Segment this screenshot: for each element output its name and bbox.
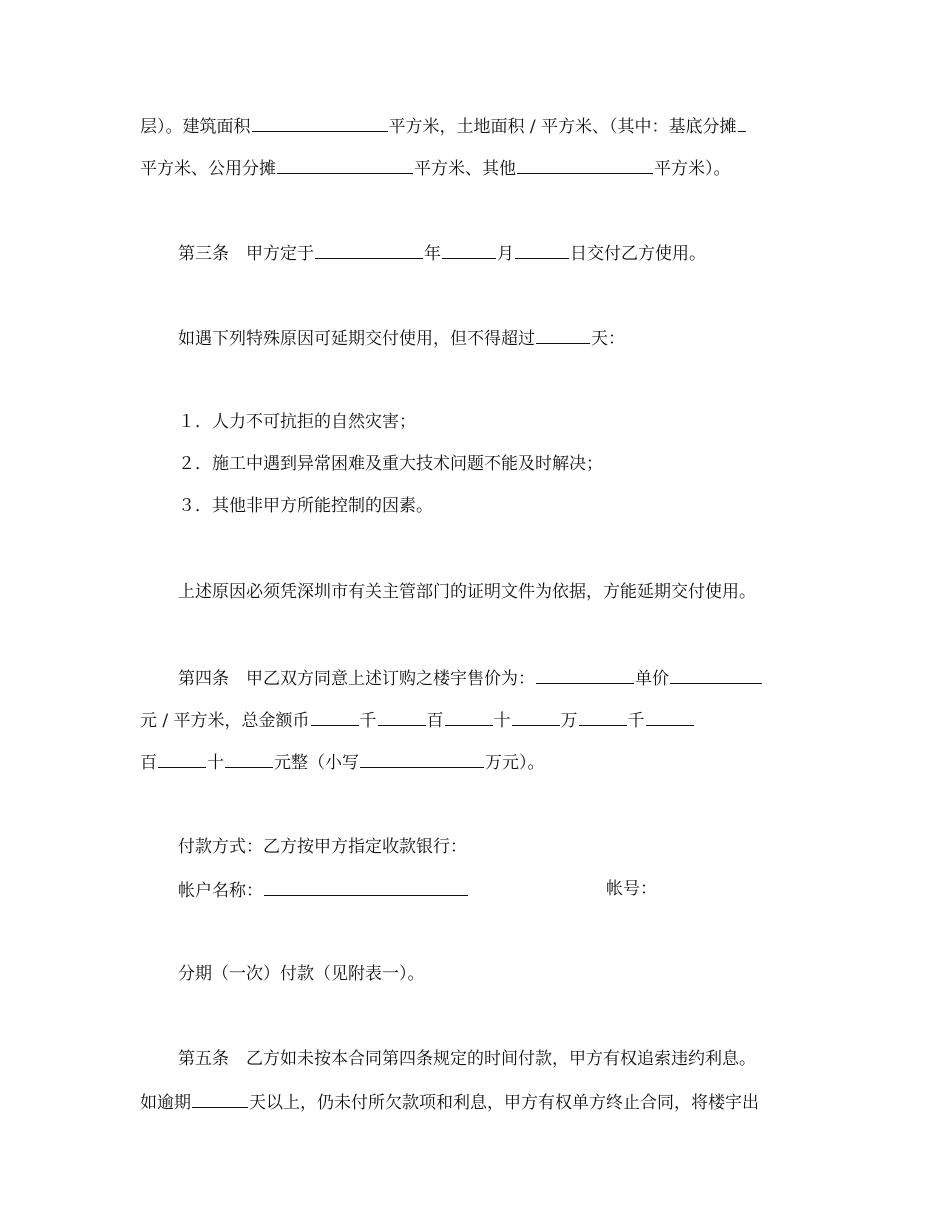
art4-unit-price: 单价: [635, 669, 669, 689]
proof-clause: 上述原因必须凭深圳市有关主管部门的证明文件为依据，方能延期交付使用。: [178, 582, 756, 602]
other-area-blank: [517, 155, 653, 174]
unit-ten: 十: [493, 711, 511, 731]
unit-wanyuan: 万元）。: [485, 753, 545, 773]
area2-text-a: 平方米、公用分摊: [140, 159, 276, 179]
unit-thousand: 千: [359, 711, 377, 731]
unit-ten-2: 十: [207, 753, 224, 773]
unit-hundred: 百: [426, 711, 444, 731]
sale-price-blank: [536, 665, 634, 684]
delay-text-a: 如遇下列特殊原因可延期交付使用，但不得超过: [178, 329, 535, 349]
article-3: [178, 240, 706, 264]
area2-text-b: 平方米、其他: [414, 159, 516, 179]
article-4-line-2: [140, 707, 695, 731]
list-item: ３．其他非甲方所能控制的因素。: [178, 496, 433, 516]
article-5-line-2: [140, 1089, 759, 1113]
account-name-blank: [264, 877, 468, 896]
area-text-b: 平方米，土地面积 / 平方米、（其中：基底分摊: [388, 117, 737, 137]
list-item: １．人力不可抗拒的自然灾害；: [178, 412, 416, 432]
art5-text-a: 如逾期: [140, 1093, 191, 1113]
art5-text-b: 天以上，仍未付所欠款项和利息，甲方有权单方终止合同，将楼宇出: [249, 1093, 759, 1113]
base-share-blank: [738, 113, 746, 132]
amount-blank: [512, 707, 560, 726]
amount-blank: [158, 749, 206, 768]
list-item: ２．施工中遇到异常困难及重大技术问题不能及时解决；: [178, 454, 603, 474]
art3-month: 月: [497, 244, 514, 264]
amount-blank: [646, 707, 694, 726]
unit-wan: 万: [560, 711, 578, 731]
unit-yuan: 元整（小写: [274, 753, 359, 773]
amount-blank: [311, 707, 359, 726]
unit-hundred-2: 百: [140, 753, 157, 773]
account-name-line: [178, 877, 469, 901]
amount-blank: [225, 749, 273, 768]
day-blank: [515, 240, 569, 259]
amount-blank: [445, 707, 493, 726]
unit-price-blank: [670, 665, 762, 684]
month-blank: [442, 240, 496, 259]
area-text-a: 层）。建筑面积: [140, 117, 251, 137]
area2-text-c: 平方米）。: [654, 159, 731, 179]
installment-clause: 分期（一次）付款（见附表一）。: [178, 964, 425, 984]
area-line-1: [140, 113, 747, 137]
art3-text-a: 第三条 甲方定于: [178, 244, 314, 264]
article-5-line-1: 第五条 乙方如未按本合同第四条规定的时间付款，甲方有权追索违约利息。: [178, 1049, 756, 1069]
delay-days-blank: [536, 325, 590, 344]
payment-method: 付款方式：乙方按甲方指定收款银行：: [178, 837, 467, 857]
year-blank: [315, 240, 423, 259]
art3-text-d: 日交付乙方使用。: [570, 244, 706, 264]
article-4-line-1: [178, 665, 763, 689]
delay-text-b: 天：: [591, 329, 625, 349]
amount-blank: [579, 707, 627, 726]
overdue-days-blank: [192, 1089, 248, 1108]
lowercase-amount-blank: [360, 749, 484, 768]
amount-blank: [378, 707, 426, 726]
art4-text-a: 第四条 甲乙双方同意上述订购之楼宇售价为：: [178, 669, 535, 689]
account-number-label: 帐号：: [606, 879, 657, 899]
art3-year: 年: [424, 244, 441, 264]
building-area-blank: [252, 113, 388, 132]
account-name-label: 帐户名称：: [178, 881, 263, 901]
area-line-2: [140, 155, 731, 179]
art4-2-text-a: 元 / 平方米，总金额币: [140, 711, 310, 731]
unit-thousand-2: 千: [627, 711, 645, 731]
article-4-line-3: [140, 749, 545, 773]
delay-clause: [178, 325, 625, 349]
public-share-blank: [277, 155, 413, 174]
